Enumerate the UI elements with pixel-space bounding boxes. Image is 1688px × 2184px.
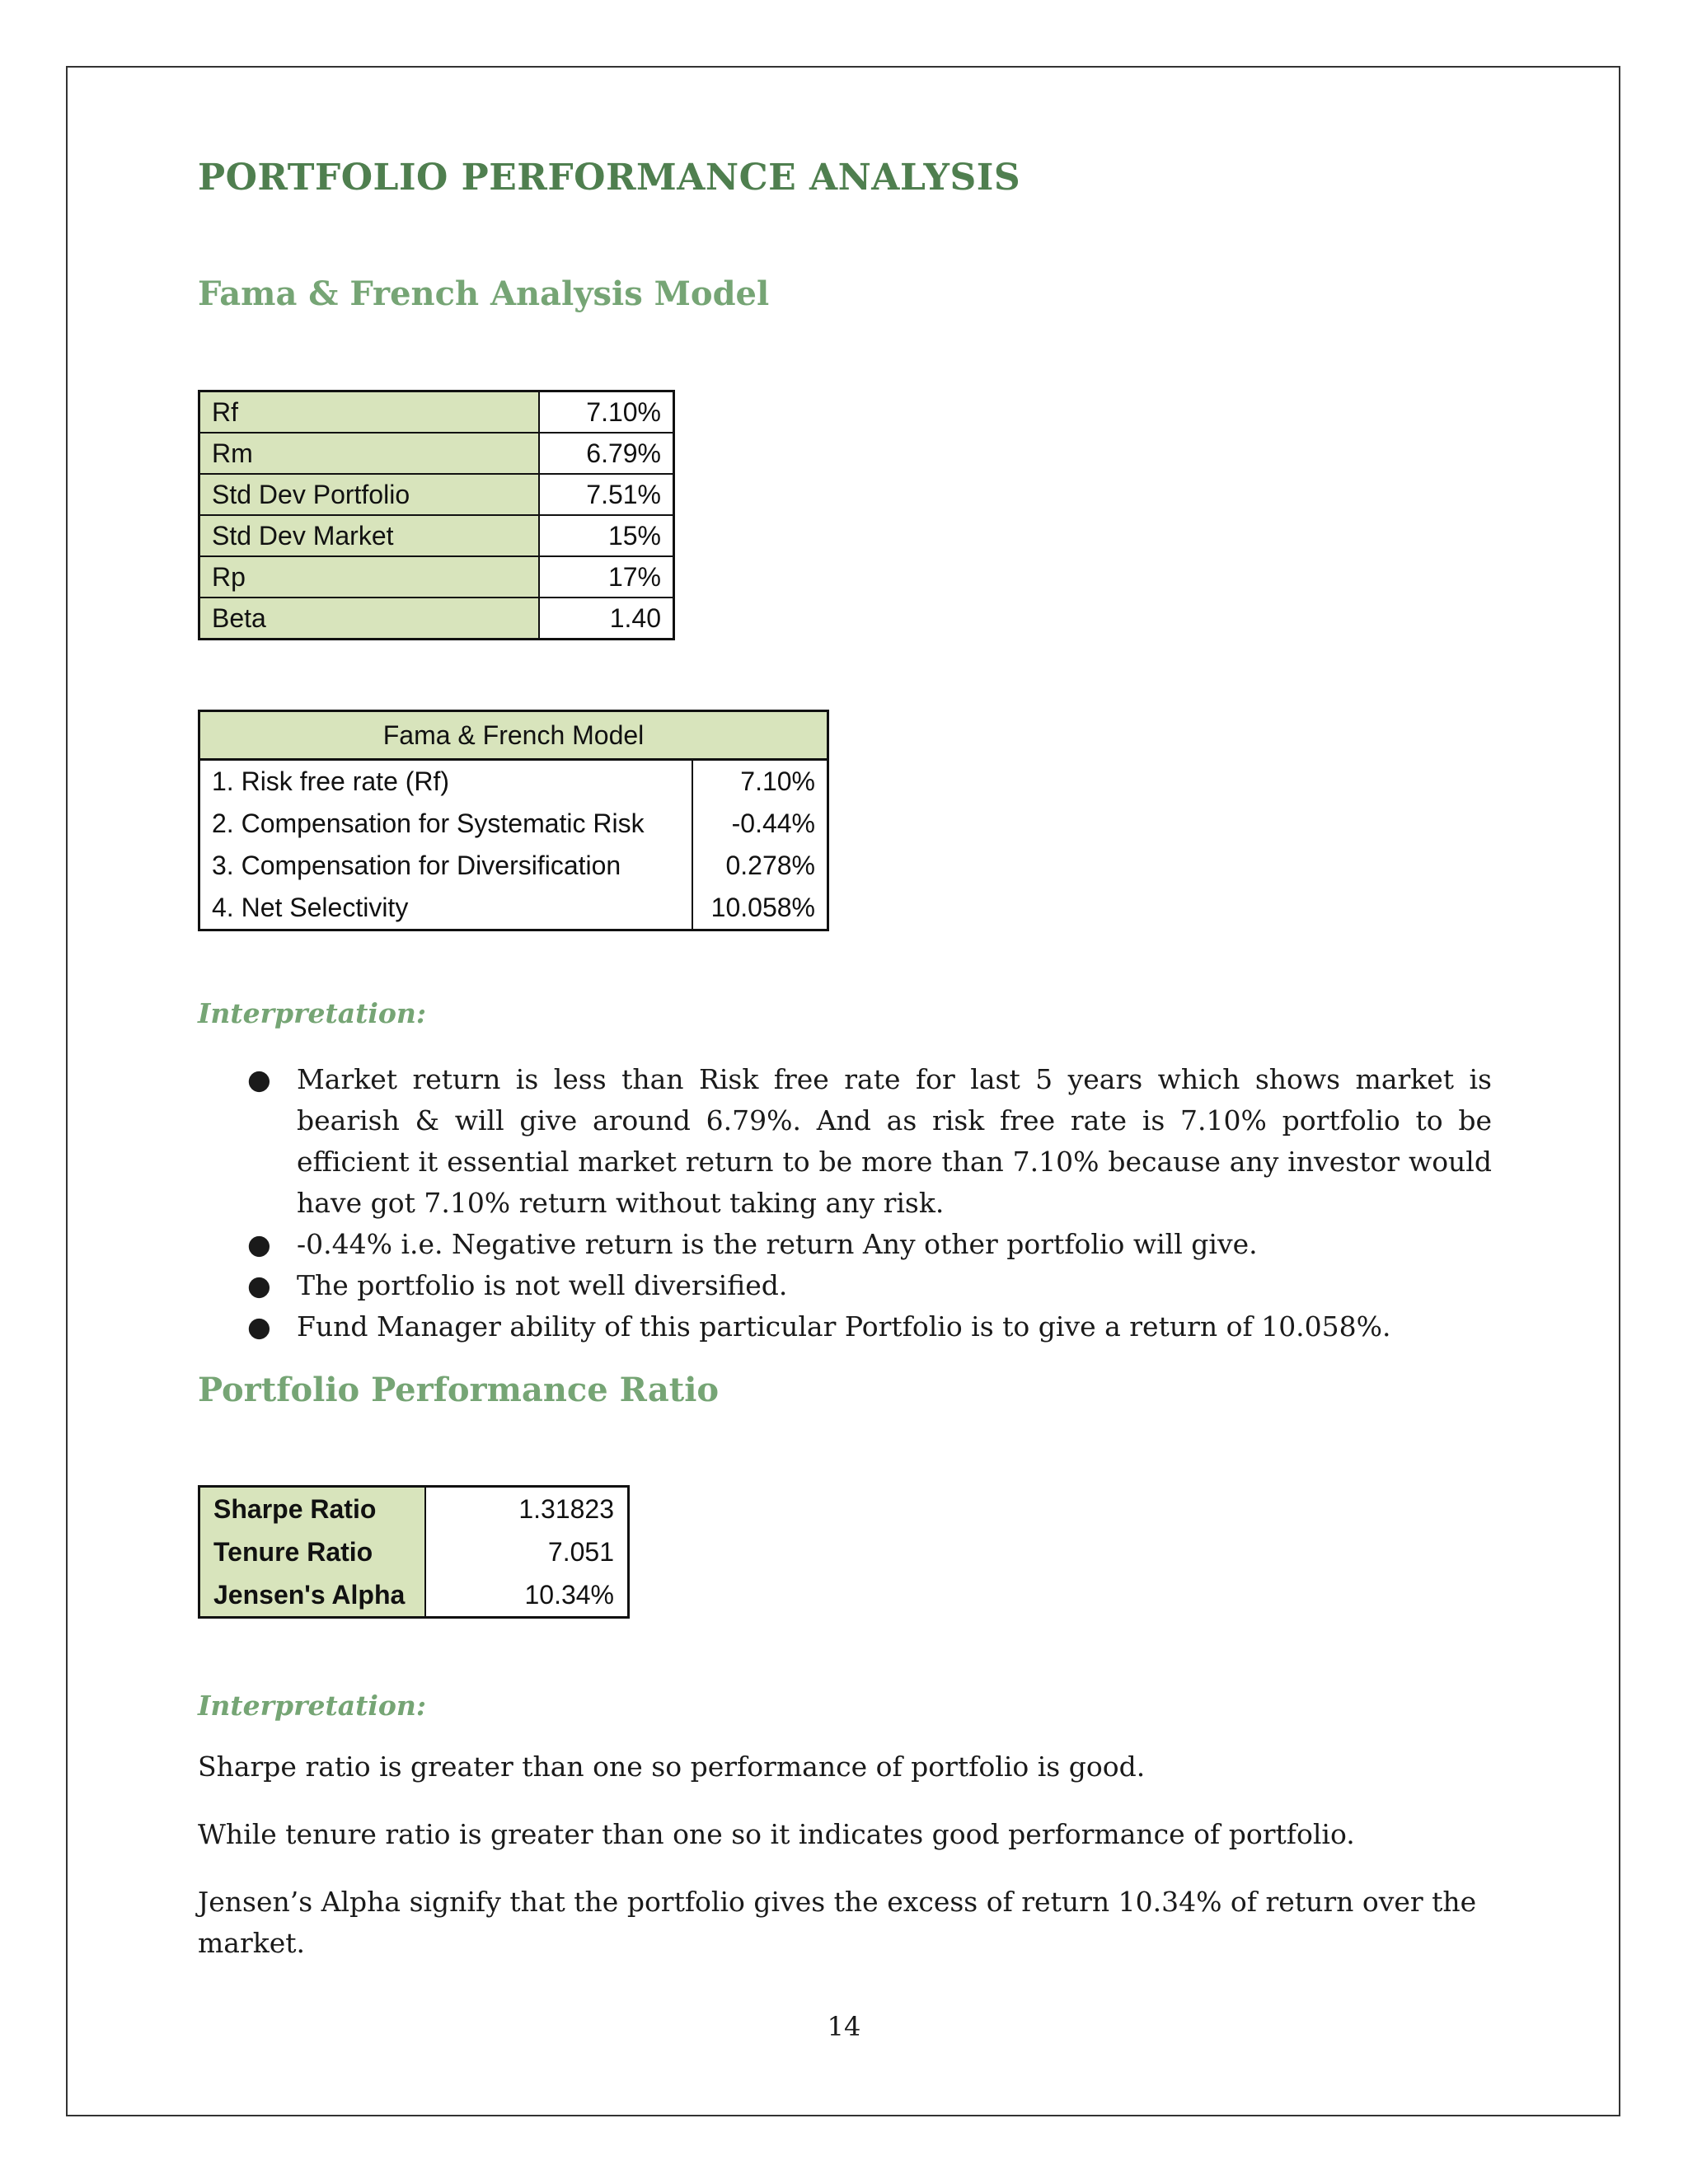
- table-cell-value: 17%: [539, 556, 674, 598]
- ratio-paragraph-jensen: Jensen’s Alpha signify that the portfolio gives the excess of return 10.34% of return over the market.: [198, 1886, 1477, 1959]
- table-cell-label: Beta: [199, 598, 540, 640]
- bullet-icon: ●: [247, 1228, 271, 1260]
- ratio-interpretation-label: Interpretation:: [198, 1690, 427, 1722]
- bullet-icon: ●: [247, 1063, 271, 1095]
- table-header-row: [199, 711, 828, 760]
- table-cell-value: 7.10%: [539, 391, 674, 434]
- ratio-table: [198, 1485, 630, 1619]
- table-cell-label: 3. Compensation for Diversification: [212, 851, 621, 880]
- table-row: [199, 1573, 629, 1618]
- table-cell-label: Rm: [199, 433, 540, 474]
- table-cell-label: Tenure Ratio: [199, 1530, 426, 1573]
- table-cell-label: Std Dev Market: [199, 515, 540, 556]
- table-row: [199, 1487, 629, 1531]
- list-item: [247, 1059, 1492, 1224]
- table-cell-value: 1.40: [539, 598, 674, 640]
- list-item-text: Market return is less than Risk free rate for last 5 years which shows market is bearish & will give around 6.79%. And as risk free rate is 7.10% portfolio to be efficient it essential market return to be more than 7.10% because any investor would have got 7.10% return without taking any risk.: [297, 1063, 1492, 1219]
- fama-interpretation-list: [198, 1059, 1492, 1347]
- table-row: [199, 1530, 629, 1573]
- table-cell-value: 7.051: [425, 1530, 629, 1573]
- table-cell-value: -0.44%: [692, 803, 828, 845]
- table-row: [199, 803, 828, 845]
- table-row: [199, 391, 674, 434]
- table-row: [199, 433, 674, 474]
- table-header: Fama & French Model: [199, 711, 828, 760]
- table-cell-label: 2. Compensation for Systematic Risk: [212, 808, 645, 838]
- fama-interpretation-label: Interpretation:: [198, 997, 427, 1029]
- bullet-icon: ●: [247, 1269, 271, 1301]
- list-item-text: The portfolio is not well diversified.: [297, 1269, 788, 1301]
- page-content: [198, 157, 1492, 1964]
- table-row: [199, 760, 828, 804]
- fama-section-heading: Fama & French Analysis Model: [198, 274, 770, 313]
- table-cell-value: 6.79%: [539, 433, 674, 474]
- table-cell-value: 10.34%: [425, 1573, 629, 1618]
- table-row: [199, 474, 674, 515]
- table-cell-value: 7.10%: [692, 760, 828, 804]
- table-row: [199, 556, 674, 598]
- table-cell-label: Jensen's Alpha: [199, 1573, 426, 1618]
- ratio-paragraph-sharpe: Sharpe ratio is greater than one so performance of portfolio is good.: [198, 1750, 1146, 1783]
- table-cell-value: 7.51%: [539, 474, 674, 515]
- fama-model-table: [198, 710, 829, 931]
- ratio-paragraph-tenure: While tenure ratio is greater than one so it indicates good performance of portfolio.: [198, 1818, 1355, 1850]
- page-title: PORTFOLIO PERFORMANCE ANALYSIS: [198, 157, 1021, 199]
- list-item: [247, 1224, 1492, 1265]
- bullet-icon: ●: [247, 1310, 271, 1343]
- list-item: [247, 1265, 1492, 1306]
- list-item-text: Fund Manager ability of this particular Portfolio is to give a return of 10.058%.: [297, 1310, 1391, 1343]
- table-row: [199, 887, 828, 930]
- table-cell-label: Rf: [199, 391, 540, 434]
- table-row: [199, 598, 674, 640]
- list-item-text: -0.44% i.e. Negative return is the return Any other portfolio will give.: [297, 1228, 1258, 1260]
- table-cell-label: Sharpe Ratio: [199, 1487, 426, 1531]
- table-cell-value: 15%: [539, 515, 674, 556]
- ratio-section-heading: Portfolio Performance Ratio: [198, 1371, 720, 1409]
- table-cell-label: 4. Net Selectivity: [212, 893, 409, 922]
- table-cell-label: 1. Risk free rate (Rf): [212, 766, 450, 796]
- table-row: [199, 845, 828, 887]
- table-cell-label: Rp: [199, 556, 540, 598]
- table-cell-value: 1.31823: [425, 1487, 629, 1531]
- table-row: [199, 515, 674, 556]
- list-item: [247, 1306, 1492, 1347]
- table-cell-label: Std Dev Portfolio: [199, 474, 540, 515]
- table-cell-value: 0.278%: [692, 845, 828, 887]
- fama-inputs-table: [198, 390, 675, 640]
- table-cell-value: 10.058%: [692, 887, 828, 930]
- page-number: 14: [827, 2011, 861, 2042]
